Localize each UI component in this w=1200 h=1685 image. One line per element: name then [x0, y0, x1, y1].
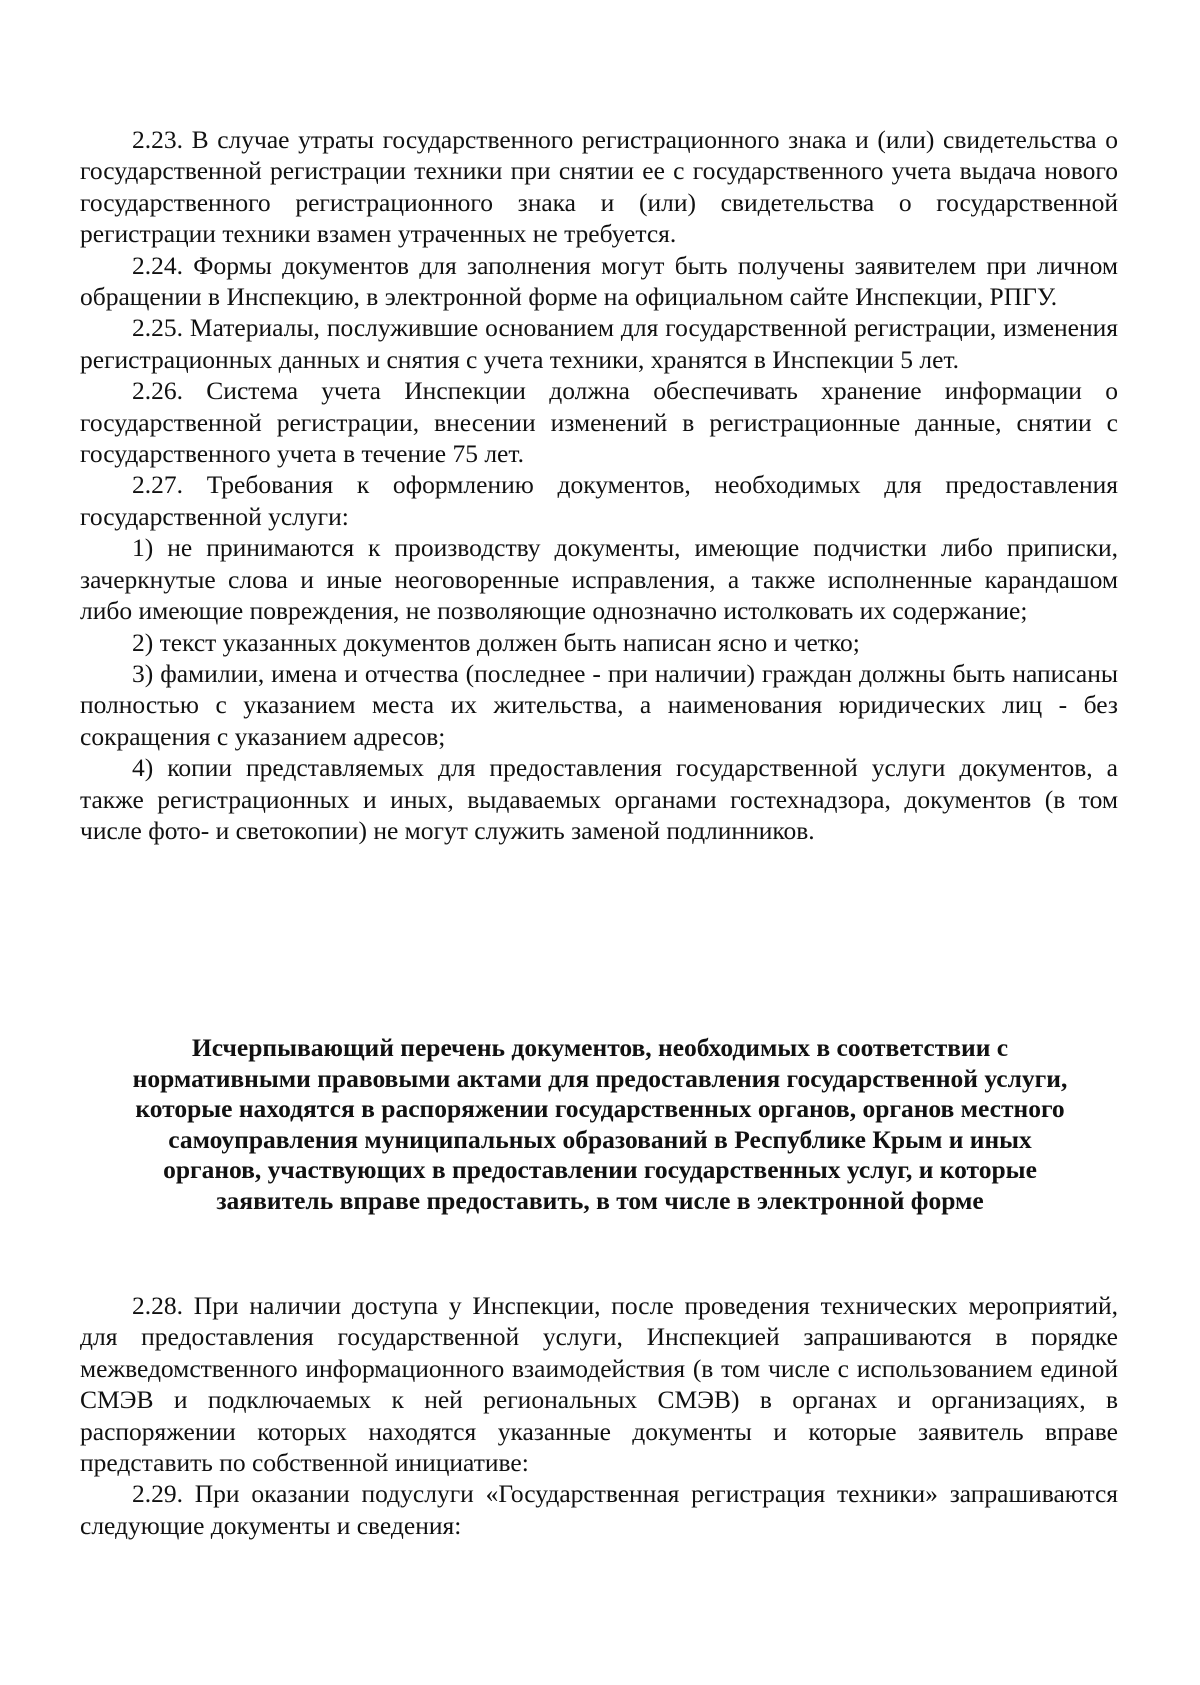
list-item-4: 4) копии представляемых для предоставления государственной услуги документов, а также регистрационных и иных, выдаваемых органами гостехнадзора, документов (в том числе фото- и светокопии) не могут служить заменой подлинников. — [80, 753, 1118, 845]
list-item-3: 3) фамилии, имена и отчества (последнее - при наличии) граждан должны быть написаны полностью с указанием места их жительства, а наименования юридических лиц - без сокращения с указанием адресов; — [80, 658, 1118, 751]
paragraph-2-28: 2.28. При наличии доступа у Инспекции, после проведения технических мероприятий, для предоставления государственной услуги, Инспекцией запрашиваются в порядке межведомственного информационного взаимодействия (в том числе с использованием единой СМЭВ и подключаемых к ней региональных СМЭВ) в органах и организациях, в распоряжении которых находятся указанные документы и которые заявитель вправе представить по собственной инициативе: — [80, 1291, 1118, 1478]
section-heading: Исчерпывающий перечень документов, необходимых в соответствии с нормативными правовыми актами для предоставления государственной услуги, которые находятся в распоряжении государственных органов, органов местного самоуправления муниципальных образований в Республике Крым и иных органов, участвующих в предоставлении государственных услуг, и которые заявитель вправе предоставить, в том числе в электронной форме — [132, 1033, 1068, 1215]
bottom-text-section — [80, 1290, 1118, 1541]
paragraph-2-25: 2.25. Материалы, послужившие основанием для государственной регистрации, изменения регистрационных данных и снятия с учета техники, хранятся в Инспекции 5 лет. — [80, 313, 1118, 374]
top-text-section — [80, 124, 1118, 846]
paragraph-2-27: 2.27. Требования к оформлению документов, необходимых для предоставления государственной услуги: — [80, 470, 1118, 531]
paragraph-2-29: 2.29. При оказании подуслуги «Государственная регистрация техники» запрашиваются следующие документы и сведения: — [80, 1479, 1118, 1540]
list-item-1: 1) не принимаются к производству документы, имеющие подчистки либо приписки, зачеркнутые слова и иные неоговоренные исправления, а также исполненные карандашом либо имеющие повреждения, не позволяющие однозначно истолковать их содержание; — [80, 533, 1118, 626]
paragraph-2-26: 2.26. Система учета Инспекции должна обеспечивать хранение информации о государственной регистрации, внесении изменений в регистрационные данные, снятии с государственного учета в течение 75 лет. — [80, 376, 1118, 469]
paragraph-2-23: 2.23. В случае утраты государственного регистрационного знака и (или) свидетельства о государственной регистрации техники при снятии ее с государственного учета выдача нового государственного регистрационного знака и (или) свидетельства о государственной регистрации техники взамен утраченных не требуется. — [80, 125, 1118, 249]
paragraph-2-24: 2.24. Формы документов для заполнения могут быть получены заявителем при личном обращении в Инспекцию, в электронной форме на официальном сайте Инспекции, РПГУ. — [80, 250, 1118, 312]
list-item-2: 2) текст указанных документов должен быть написан ясно и четко; — [132, 627, 860, 657]
